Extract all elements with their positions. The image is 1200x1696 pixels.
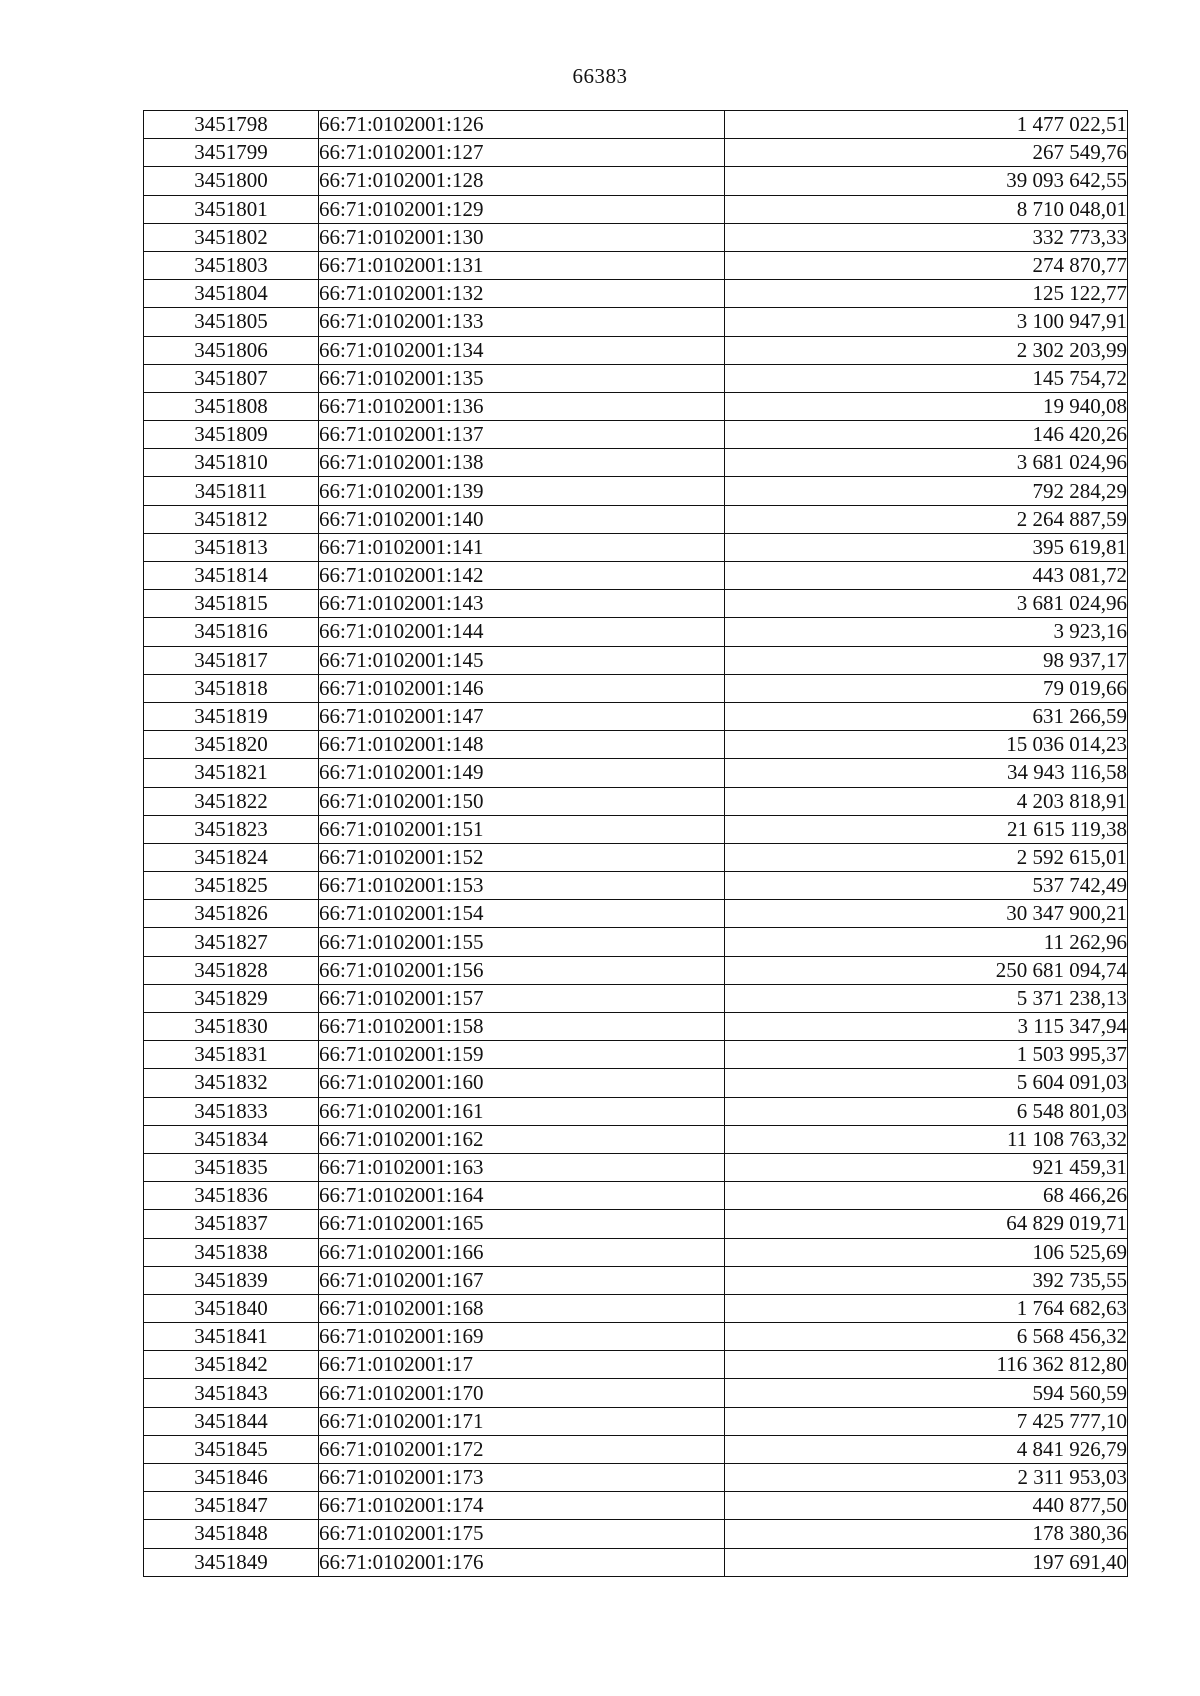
row-id-cell: 3451834 bbox=[144, 1125, 319, 1153]
registry-table-body bbox=[144, 111, 1128, 1577]
cadastral-number-cell: 66:71:0102001:148 bbox=[319, 731, 725, 759]
table-row bbox=[144, 646, 1128, 674]
cadastral-number-cell: 66:71:0102001:176 bbox=[319, 1548, 725, 1576]
row-id-cell: 3451801 bbox=[144, 195, 319, 223]
cadastral-number-cell: 66:71:0102001:140 bbox=[319, 505, 725, 533]
row-id-cell: 3451831 bbox=[144, 1041, 319, 1069]
table-row bbox=[144, 1013, 1128, 1041]
cadastral-number-cell: 66:71:0102001:171 bbox=[319, 1407, 725, 1435]
cadastral-value-cell: 8 710 048,01 bbox=[725, 195, 1128, 223]
cadastral-number-cell: 66:71:0102001:141 bbox=[319, 533, 725, 561]
row-id-cell: 3451829 bbox=[144, 984, 319, 1012]
cadastral-value-cell: 178 380,36 bbox=[725, 1520, 1128, 1548]
cadastral-number-cell: 66:71:0102001:164 bbox=[319, 1182, 725, 1210]
cadastral-value-cell: 6 548 801,03 bbox=[725, 1097, 1128, 1125]
cadastral-number-cell: 66:71:0102001:134 bbox=[319, 336, 725, 364]
row-id-cell: 3451844 bbox=[144, 1407, 319, 1435]
table-row bbox=[144, 956, 1128, 984]
table-row bbox=[144, 505, 1128, 533]
cadastral-value-cell: 6 568 456,32 bbox=[725, 1323, 1128, 1351]
cadastral-number-cell: 66:71:0102001:175 bbox=[319, 1520, 725, 1548]
row-id-cell: 3451818 bbox=[144, 674, 319, 702]
cadastral-value-cell: 274 870,77 bbox=[725, 251, 1128, 279]
table-row bbox=[144, 449, 1128, 477]
row-id-cell: 3451836 bbox=[144, 1182, 319, 1210]
row-id-cell: 3451808 bbox=[144, 392, 319, 420]
row-id-cell: 3451815 bbox=[144, 590, 319, 618]
row-id-cell: 3451811 bbox=[144, 477, 319, 505]
row-id-cell: 3451845 bbox=[144, 1435, 319, 1463]
table-row bbox=[144, 308, 1128, 336]
row-id-cell: 3451843 bbox=[144, 1379, 319, 1407]
cadastral-value-cell: 440 877,50 bbox=[725, 1492, 1128, 1520]
table-row bbox=[144, 1069, 1128, 1097]
row-id-cell: 3451837 bbox=[144, 1210, 319, 1238]
table-row bbox=[144, 364, 1128, 392]
table-row bbox=[144, 900, 1128, 928]
cadastral-value-cell: 197 691,40 bbox=[725, 1548, 1128, 1576]
cadastral-number-cell: 66:71:0102001:142 bbox=[319, 562, 725, 590]
row-id-cell: 3451833 bbox=[144, 1097, 319, 1125]
cadastral-number-cell: 66:71:0102001:145 bbox=[319, 646, 725, 674]
row-id-cell: 3451820 bbox=[144, 731, 319, 759]
cadastral-number-cell: 66:71:0102001:152 bbox=[319, 843, 725, 871]
table-row bbox=[144, 1435, 1128, 1463]
cadastral-value-cell: 5 371 238,13 bbox=[725, 984, 1128, 1012]
cadastral-value-cell: 395 619,81 bbox=[725, 533, 1128, 561]
row-id-cell: 3451828 bbox=[144, 956, 319, 984]
cadastral-number-cell: 66:71:0102001:151 bbox=[319, 815, 725, 843]
cadastral-value-cell: 3 115 347,94 bbox=[725, 1013, 1128, 1041]
row-id-cell: 3451805 bbox=[144, 308, 319, 336]
cadastral-value-cell: 267 549,76 bbox=[725, 139, 1128, 167]
cadastral-number-cell: 66:71:0102001:126 bbox=[319, 111, 725, 139]
cadastral-number-cell: 66:71:0102001:128 bbox=[319, 167, 725, 195]
table-row bbox=[144, 1182, 1128, 1210]
cadastral-value-cell: 2 311 953,03 bbox=[725, 1464, 1128, 1492]
cadastral-number-cell: 66:71:0102001:127 bbox=[319, 139, 725, 167]
cadastral-value-cell: 537 742,49 bbox=[725, 872, 1128, 900]
table-row bbox=[144, 1464, 1128, 1492]
cadastral-number-cell: 66:71:0102001:137 bbox=[319, 421, 725, 449]
cadastral-value-cell: 11 108 763,32 bbox=[725, 1125, 1128, 1153]
table-row bbox=[144, 167, 1128, 195]
cadastral-number-cell: 66:71:0102001:159 bbox=[319, 1041, 725, 1069]
cadastral-value-cell: 30 347 900,21 bbox=[725, 900, 1128, 928]
cadastral-value-cell: 21 615 119,38 bbox=[725, 815, 1128, 843]
table-row bbox=[144, 1041, 1128, 1069]
cadastral-value-cell: 631 266,59 bbox=[725, 702, 1128, 730]
registry-table bbox=[143, 110, 1128, 1577]
table-row bbox=[144, 392, 1128, 420]
cadastral-value-cell: 594 560,59 bbox=[725, 1379, 1128, 1407]
cadastral-value-cell: 79 019,66 bbox=[725, 674, 1128, 702]
cadastral-number-cell: 66:71:0102001:168 bbox=[319, 1294, 725, 1322]
cadastral-number-cell: 66:71:0102001:143 bbox=[319, 590, 725, 618]
cadastral-number-cell: 66:71:0102001:129 bbox=[319, 195, 725, 223]
cadastral-number-cell: 66:71:0102001:167 bbox=[319, 1266, 725, 1294]
row-id-cell: 3451827 bbox=[144, 928, 319, 956]
row-id-cell: 3451800 bbox=[144, 167, 319, 195]
row-id-cell: 3451810 bbox=[144, 449, 319, 477]
table-row bbox=[144, 1492, 1128, 1520]
table-row bbox=[144, 336, 1128, 364]
cadastral-number-cell: 66:71:0102001:163 bbox=[319, 1153, 725, 1181]
row-id-cell: 3451816 bbox=[144, 618, 319, 646]
cadastral-number-cell: 66:71:0102001:146 bbox=[319, 674, 725, 702]
row-id-cell: 3451807 bbox=[144, 364, 319, 392]
cadastral-number-cell: 66:71:0102001:135 bbox=[319, 364, 725, 392]
cadastral-number-cell: 66:71:0102001:147 bbox=[319, 702, 725, 730]
table-row bbox=[144, 1407, 1128, 1435]
row-id-cell: 3451822 bbox=[144, 787, 319, 815]
table-row bbox=[144, 1210, 1128, 1238]
cadastral-value-cell: 332 773,33 bbox=[725, 223, 1128, 251]
cadastral-value-cell: 4 841 926,79 bbox=[725, 1435, 1128, 1463]
table-row bbox=[144, 815, 1128, 843]
cadastral-value-cell: 34 943 116,58 bbox=[725, 759, 1128, 787]
table-row bbox=[144, 1238, 1128, 1266]
row-id-cell: 3451821 bbox=[144, 759, 319, 787]
cadastral-value-cell: 392 735,55 bbox=[725, 1266, 1128, 1294]
row-id-cell: 3451802 bbox=[144, 223, 319, 251]
table-row bbox=[144, 1266, 1128, 1294]
table-row bbox=[144, 1125, 1128, 1153]
row-id-cell: 3451819 bbox=[144, 702, 319, 730]
table-row bbox=[144, 702, 1128, 730]
row-id-cell: 3451849 bbox=[144, 1548, 319, 1576]
cadastral-number-cell: 66:71:0102001:149 bbox=[319, 759, 725, 787]
cadastral-number-cell: 66:71:0102001:144 bbox=[319, 618, 725, 646]
table-row bbox=[144, 421, 1128, 449]
cadastral-number-cell: 66:71:0102001:138 bbox=[319, 449, 725, 477]
table-row bbox=[144, 787, 1128, 815]
cadastral-value-cell: 125 122,77 bbox=[725, 280, 1128, 308]
cadastral-value-cell: 1 764 682,63 bbox=[725, 1294, 1128, 1322]
row-id-cell: 3451806 bbox=[144, 336, 319, 364]
row-id-cell: 3451832 bbox=[144, 1069, 319, 1097]
table-row bbox=[144, 674, 1128, 702]
table-row bbox=[144, 1323, 1128, 1351]
table-row bbox=[144, 618, 1128, 646]
row-id-cell: 3451804 bbox=[144, 280, 319, 308]
row-id-cell: 3451809 bbox=[144, 421, 319, 449]
row-id-cell: 3451840 bbox=[144, 1294, 319, 1322]
cadastral-number-cell: 66:71:0102001:136 bbox=[319, 392, 725, 420]
table-row bbox=[144, 533, 1128, 561]
row-id-cell: 3451839 bbox=[144, 1266, 319, 1294]
cadastral-value-cell: 921 459,31 bbox=[725, 1153, 1128, 1181]
table-row bbox=[144, 590, 1128, 618]
row-id-cell: 3451842 bbox=[144, 1351, 319, 1379]
row-id-cell: 3451824 bbox=[144, 843, 319, 871]
cadastral-value-cell: 146 420,26 bbox=[725, 421, 1128, 449]
table-row bbox=[144, 1097, 1128, 1125]
table-row bbox=[144, 984, 1128, 1012]
table-row bbox=[144, 111, 1128, 139]
table-row bbox=[144, 1379, 1128, 1407]
row-id-cell: 3451835 bbox=[144, 1153, 319, 1181]
row-id-cell: 3451812 bbox=[144, 505, 319, 533]
row-id-cell: 3451799 bbox=[144, 139, 319, 167]
cadastral-value-cell: 443 081,72 bbox=[725, 562, 1128, 590]
table-row bbox=[144, 1351, 1128, 1379]
cadastral-value-cell: 3 681 024,96 bbox=[725, 590, 1128, 618]
cadastral-number-cell: 66:71:0102001:17 bbox=[319, 1351, 725, 1379]
row-id-cell: 3451847 bbox=[144, 1492, 319, 1520]
cadastral-number-cell: 66:71:0102001:158 bbox=[319, 1013, 725, 1041]
table-row bbox=[144, 731, 1128, 759]
table-row bbox=[144, 1548, 1128, 1576]
cadastral-value-cell: 1 503 995,37 bbox=[725, 1041, 1128, 1069]
row-id-cell: 3451814 bbox=[144, 562, 319, 590]
row-id-cell: 3451817 bbox=[144, 646, 319, 674]
cadastral-value-cell: 5 604 091,03 bbox=[725, 1069, 1128, 1097]
table-row bbox=[144, 251, 1128, 279]
table-row bbox=[144, 872, 1128, 900]
cadastral-value-cell: 15 036 014,23 bbox=[725, 731, 1128, 759]
cadastral-number-cell: 66:71:0102001:174 bbox=[319, 1492, 725, 1520]
cadastral-number-cell: 66:71:0102001:173 bbox=[319, 1464, 725, 1492]
row-id-cell: 3451838 bbox=[144, 1238, 319, 1266]
cadastral-value-cell: 116 362 812,80 bbox=[725, 1351, 1128, 1379]
cadastral-value-cell: 1 477 022,51 bbox=[725, 111, 1128, 139]
row-id-cell: 3451823 bbox=[144, 815, 319, 843]
row-id-cell: 3451846 bbox=[144, 1464, 319, 1492]
table-row bbox=[144, 223, 1128, 251]
row-id-cell: 3451825 bbox=[144, 872, 319, 900]
cadastral-value-cell: 11 262,96 bbox=[725, 928, 1128, 956]
table-row bbox=[144, 139, 1128, 167]
table-row bbox=[144, 1520, 1128, 1548]
table-row bbox=[144, 928, 1128, 956]
cadastral-value-cell: 3 923,16 bbox=[725, 618, 1128, 646]
cadastral-number-cell: 66:71:0102001:156 bbox=[319, 956, 725, 984]
row-id-cell: 3451841 bbox=[144, 1323, 319, 1351]
cadastral-value-cell: 98 937,17 bbox=[725, 646, 1128, 674]
row-id-cell: 3451826 bbox=[144, 900, 319, 928]
cadastral-value-cell: 4 203 818,91 bbox=[725, 787, 1128, 815]
row-id-cell: 3451813 bbox=[144, 533, 319, 561]
cadastral-value-cell: 3 681 024,96 bbox=[725, 449, 1128, 477]
table-row bbox=[144, 562, 1128, 590]
cadastral-number-cell: 66:71:0102001:170 bbox=[319, 1379, 725, 1407]
row-id-cell: 3451798 bbox=[144, 111, 319, 139]
cadastral-value-cell: 68 466,26 bbox=[725, 1182, 1128, 1210]
table-row bbox=[144, 195, 1128, 223]
cadastral-number-cell: 66:71:0102001:160 bbox=[319, 1069, 725, 1097]
cadastral-number-cell: 66:71:0102001:132 bbox=[319, 280, 725, 308]
row-id-cell: 3451803 bbox=[144, 251, 319, 279]
cadastral-number-cell: 66:71:0102001:133 bbox=[319, 308, 725, 336]
cadastral-value-cell: 792 284,29 bbox=[725, 477, 1128, 505]
cadastral-value-cell: 2 592 615,01 bbox=[725, 843, 1128, 871]
cadastral-value-cell: 3 100 947,91 bbox=[725, 308, 1128, 336]
table-row bbox=[144, 1294, 1128, 1322]
table-row bbox=[144, 477, 1128, 505]
row-id-cell: 3451830 bbox=[144, 1013, 319, 1041]
cadastral-number-cell: 66:71:0102001:172 bbox=[319, 1435, 725, 1463]
table-row bbox=[144, 280, 1128, 308]
cadastral-number-cell: 66:71:0102001:169 bbox=[319, 1323, 725, 1351]
row-id-cell: 3451848 bbox=[144, 1520, 319, 1548]
table-row bbox=[144, 759, 1128, 787]
cadastral-number-cell: 66:71:0102001:161 bbox=[319, 1097, 725, 1125]
cadastral-number-cell: 66:71:0102001:131 bbox=[319, 251, 725, 279]
cadastral-value-cell: 250 681 094,74 bbox=[725, 956, 1128, 984]
cadastral-number-cell: 66:71:0102001:139 bbox=[319, 477, 725, 505]
cadastral-number-cell: 66:71:0102001:150 bbox=[319, 787, 725, 815]
cadastral-number-cell: 66:71:0102001:165 bbox=[319, 1210, 725, 1238]
cadastral-number-cell: 66:71:0102001:162 bbox=[319, 1125, 725, 1153]
page-number: 66383 bbox=[572, 64, 628, 88]
cadastral-number-cell: 66:71:0102001:153 bbox=[319, 872, 725, 900]
cadastral-number-cell: 66:71:0102001:154 bbox=[319, 900, 725, 928]
cadastral-number-cell: 66:71:0102001:130 bbox=[319, 223, 725, 251]
cadastral-value-cell: 145 754,72 bbox=[725, 364, 1128, 392]
cadastral-number-cell: 66:71:0102001:166 bbox=[319, 1238, 725, 1266]
cadastral-number-cell: 66:71:0102001:155 bbox=[319, 928, 725, 956]
cadastral-value-cell: 2 302 203,99 bbox=[725, 336, 1128, 364]
cadastral-value-cell: 39 093 642,55 bbox=[725, 167, 1128, 195]
table-row bbox=[144, 1153, 1128, 1181]
cadastral-value-cell: 7 425 777,10 bbox=[725, 1407, 1128, 1435]
cadastral-number-cell: 66:71:0102001:157 bbox=[319, 984, 725, 1012]
cadastral-value-cell: 2 264 887,59 bbox=[725, 505, 1128, 533]
cadastral-value-cell: 106 525,69 bbox=[725, 1238, 1128, 1266]
cadastral-value-cell: 64 829 019,71 bbox=[725, 1210, 1128, 1238]
table-row bbox=[144, 843, 1128, 871]
cadastral-value-cell: 19 940,08 bbox=[725, 392, 1128, 420]
